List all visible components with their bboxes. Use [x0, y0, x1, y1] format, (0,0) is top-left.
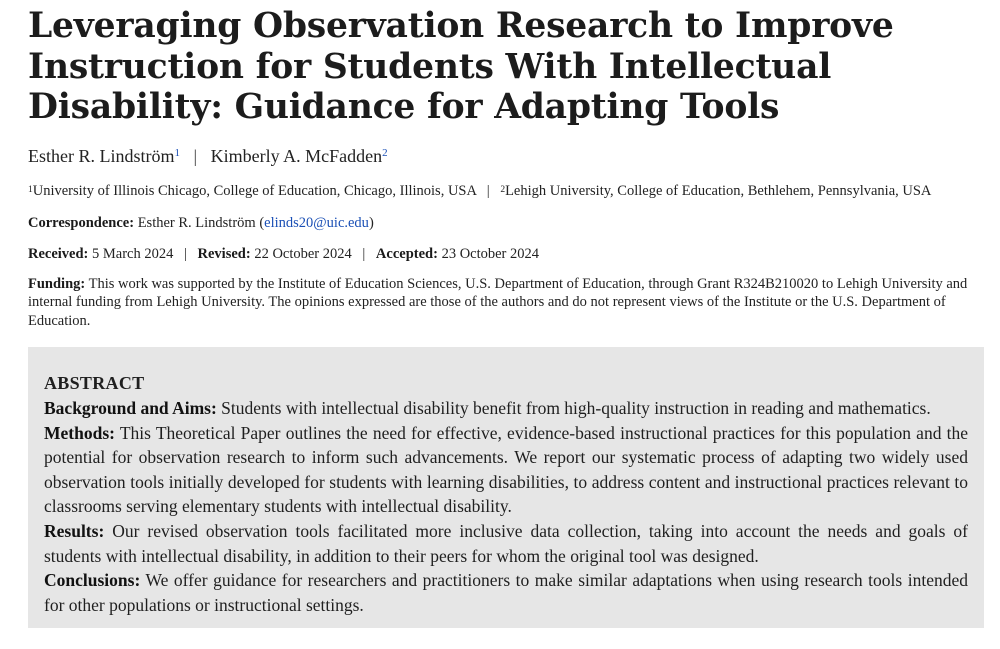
author-name: Esther R. Lindström — [28, 145, 175, 166]
abstract-section-text: This Theoretical Paper outlines the need for effective, evidence-based instructional practices for this population and the potential for observation research to inform such advancements. We report our systematic process of adapting two widely used observation tools initially developed for students with learning disabilities, to address content and instructional practices relevant to classrooms serving elementary students with intellectual disability. — [44, 422, 969, 517]
accepted-date: 23 October 2024 — [441, 245, 540, 262]
abstract-section-label: Methods: — [44, 422, 115, 443]
correspondence-name: Esther R. Lindström — [137, 214, 256, 231]
affiliation-mark: 1 — [28, 184, 33, 195]
author-list — [28, 145, 984, 167]
abstract-section-label: Background and Aims: — [44, 398, 217, 418]
abstract-methods — [44, 421, 968, 519]
received-label: Received: — [28, 245, 89, 262]
abstract-section-text: We offer guidance for researchers and practitioners to make similar adaptations when using research tools intended for other populations or instructional settings. — [44, 570, 968, 615]
funding-statement — [28, 275, 984, 331]
abstract-section-text: Our revised observation tools facilitated more inclusive data collection, taking into account the needs and goals of students with intellectual disability, in addition to their peers for whom the original tool was designed. — [44, 520, 969, 566]
affiliation-text: University of Illinois Chicago, College of Education, Chicago, Illinois, USA — [32, 182, 477, 199]
abstract-background — [44, 396, 968, 421]
affiliation-text: Lehigh University, College of Education, Bethlehem, Pennsylvania, USA — [505, 182, 932, 199]
abstract-results — [44, 519, 968, 568]
revised-date: 22 October 2024 — [254, 245, 352, 262]
author-name: Kimberly A. McFadden — [210, 145, 383, 166]
accepted-label: Accepted: — [375, 245, 438, 262]
revised-label: Revised: — [197, 245, 251, 262]
author-separator: | — [193, 145, 198, 166]
abstract-heading: ABSTRACT — [44, 373, 145, 393]
abstract-section-text: Students with intellectual disability benefit from high-quality instruction in reading and mathematics. — [221, 398, 931, 418]
article-header — [28, 6, 984, 330]
abstract-section-label: Conclusions: — [44, 570, 141, 591]
paper-title: Leveraging Observation Research to Improve Instruction for Students With Intellectual Disability: Guidance for Adapting Tools — [28, 6, 894, 127]
correspondence-email-link[interactable]: elinds20@uic.edu — [264, 214, 369, 231]
abstract-box — [28, 347, 984, 628]
date-separator: | — [362, 245, 366, 262]
received-date: 5 March 2024 — [92, 245, 174, 262]
correspondence: Correspondence: Esther R. Lindström (elinds20@uic.edu) — [28, 214, 374, 231]
affiliation-link[interactable]: 2 — [382, 146, 388, 159]
affiliation-separator: | — [486, 182, 490, 199]
article-dates — [28, 245, 984, 263]
abstract-section-label: Results: — [44, 520, 105, 541]
correspondence-label: Correspondence: — [28, 214, 135, 231]
funding-label: Funding: — [28, 275, 86, 292]
affiliations — [28, 182, 984, 200]
affiliation-link[interactable]: 1 — [174, 146, 180, 159]
date-separator: | — [183, 245, 187, 262]
funding-text: This work was supported by the Institute of Education Sciences, U.S. Department of Education, through Grant R324B210020 to Lehigh University and internal funding from Lehigh University. The opinions expressed are those of the authors and do not represent views of the Institute or the U.S. Department of Education. — [28, 275, 968, 329]
abstract-conclusions — [44, 568, 968, 617]
affiliation-mark: 2 — [500, 184, 506, 195]
